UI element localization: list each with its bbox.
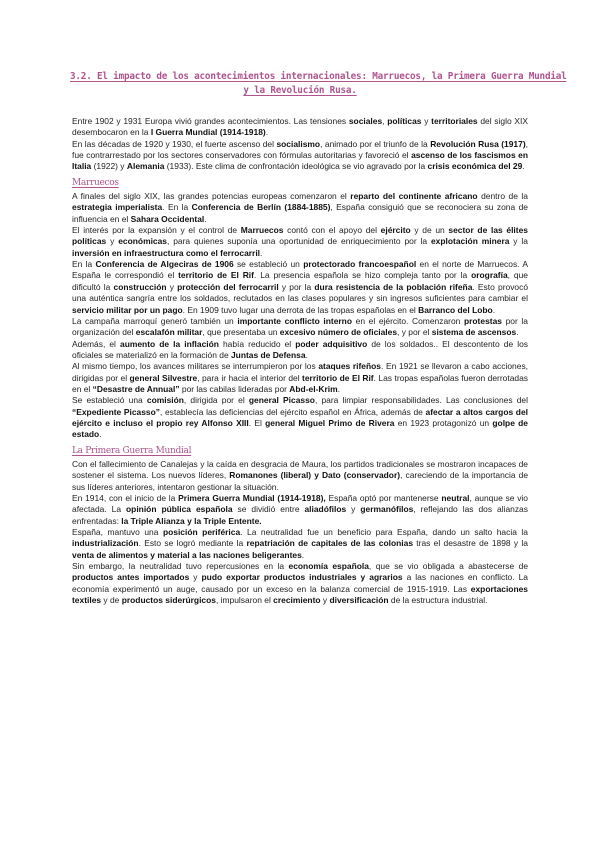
- bold-term: poder adquisitivo: [295, 338, 368, 349]
- bold-term: Conferencia de Algeciras de 1906: [95, 259, 234, 270]
- bold-term: productos siderúrgicos: [121, 595, 216, 606]
- bold-term: Alemania: [126, 161, 165, 172]
- bold-term: general Miguel Primo de Rivera: [265, 417, 395, 428]
- bold-term: golpe de estado: [72, 417, 528, 440]
- bold-term: territorio de El Rif: [302, 372, 374, 383]
- bold-term: I Guerra Mundial (1914-1918): [150, 127, 266, 138]
- bold-term: ataques rifeños: [318, 361, 381, 372]
- bold-term: sociales: [348, 116, 383, 126]
- guerra-paragraph: Sin embargo, la neutralidad tuvo repercusiones en la economía española, que se vio obligada a abastecerse de productos antes importados y pudo exportar productos industriales y agrarios a las naciones en conflicto. La economía experimentó un auge, causado por un exceso en la balanza comercial de 1915-1919. Las exportaciones textiles y de productos siderúrgicos, impulsaron el crecimiento y diversificación de la estructura industrial.: [72, 561, 529, 606]
- bold-term: exportaciones textiles: [72, 583, 528, 606]
- bold-term: Abd-el-Krim: [289, 383, 338, 394]
- bold-term: Barranco del Lobo: [418, 304, 493, 315]
- bold-term: orografía: [471, 270, 508, 281]
- document-body: [72, 116, 528, 606]
- bold-term: explotación minera: [430, 236, 510, 247]
- marruecos-paragraph: Al mismo tiempo, los avances militares se interrumpieron por los ataques rifeños. En 1921 se llevaron a cabo acciones, dirigidas por el general Silvestre, para ir hacia el interior del territorio de El Rif. Las tropas españolas fueron derrotadas en el “Desastre de Annual” por las cabilas lideradas por Abd-el-Krim.: [72, 361, 529, 394]
- bold-term: comisión: [146, 395, 184, 406]
- bold-term: industrialización: [72, 538, 139, 549]
- bold-term: construcción: [113, 281, 167, 292]
- bold-term: ejército: [380, 225, 411, 236]
- bold-term: la Triple Alianza y la Triple Entente.: [121, 515, 262, 526]
- bold-term: protectorado francoespañol: [303, 259, 417, 270]
- bold-term: escalafón militar: [135, 327, 203, 338]
- bold-term: Juntas de Defensa: [230, 349, 306, 360]
- bold-term: afectar a altos cargos del ejército e incluso el propio rey Alfonso XIII: [72, 406, 528, 428]
- bold-term: reparto del continente africano: [350, 191, 478, 202]
- title-line-1: 3.2. El impacto de los acontecimientos internacionales: Marruecos, la Primera Guerra Mundial: [70, 71, 567, 82]
- bold-term: germanófilos: [360, 504, 414, 515]
- bold-term: opinión pública española: [126, 504, 233, 515]
- bold-term: protestas: [463, 315, 502, 326]
- bold-term: “Desastre de Annual”: [92, 383, 180, 394]
- bold-term: ascenso de los fascismos en Italia: [72, 150, 528, 172]
- bold-term: repatriación de capitales de las colonias: [246, 538, 414, 549]
- bold-term: políticas: [387, 116, 422, 126]
- bold-term: “Expediente Picasso”: [72, 406, 160, 417]
- marruecos-paragraph: En la Conferencia de Algeciras de 1906 se estableció un protectorado francoespañol en el norte de Marruecos. A España le correspondió el territorio de El Rif. La presencia española se hizo compleja tanto por la orografía, que dificultó la construcción y protección del ferrocarril y por la dura resistencia de la población rifeña. Esto provocó una auténtica sangría entre los soldados, reclutados en las clases populares y sin ingresos suficientes para cambiar el servicio militar por un pago. En 1909 tuvo lugar una derrota de las tropas españolas en el Barranco del Lobo.: [72, 259, 529, 315]
- title-line-2: y la Revolución Rusa.: [243, 84, 357, 96]
- bold-term: territoriales: [431, 116, 478, 126]
- bold-term: económicas: [118, 236, 167, 247]
- bold-term: Sahara Occidental: [130, 213, 205, 224]
- bold-term: dura resistencia de la población rifeña: [314, 281, 473, 292]
- bold-term: territorio de El Rif: [178, 270, 254, 281]
- bold-term: Marruecos: [240, 225, 284, 236]
- marruecos-paragraph: La campaña marroquí generó también un importante conflicto interno en el ejército. Comenzaron protestas por la organización del escalafón militar, que presentaba un excesivo número de oficiales, y por el sistema de ascensos.: [72, 315, 528, 338]
- page-title: [70, 70, 567, 97]
- bold-term: neutral: [441, 493, 470, 503]
- marruecos-paragraph: El interés por la expansión y el control de Marruecos contó con el apoyo del ejército y de un sector de las élites políticas y económicas, para quienes suponía una oportunidad de enriquecimiento por la explotación minera y la inversión en infraestructura como el ferrocarril.: [72, 225, 528, 258]
- bold-term: Romanones (liberal) y Dato (conservador): [229, 470, 401, 481]
- bold-term: estrategia imperialista: [72, 202, 163, 213]
- bold-term: inversión en infraestructura como el ferrocarril: [72, 247, 261, 258]
- intro-paragraph-2: En las décadas de 1920 y 1930, el fuerte ascenso del socialismo, animado por el triunfo de la Revolución Rusa (1917), fue contrarrestado por los sectores conservadores con fórmulas autoritarias y favoreció el ascenso de los fascismos en Italia (1922) y Alemania (1933). Este clima de confrontación ideológica se vio agravado por la crisis económica del 29.: [72, 138, 528, 172]
- marruecos-paragraph: A finales del siglo XIX, las grandes potencias europeas comenzaron el reparto del continente africano dentro de la estrategia imperialista. En la Conferencia de Berlín (1884-1885), España consiguió que se reconociera su zona de influencia en el Sahara Occidental.: [72, 191, 528, 224]
- bold-term: economía española: [288, 561, 369, 572]
- section-heading-marruecos: Marruecos: [72, 177, 119, 188]
- guerra-paragraph: En 1914, con el inicio de la Primera Guerra Mundial (1914-1918), España optó por mantenerse neutral, aunque se vio afectada. La opinión pública española se dividió entre aliadófilos y germanófilos, reflejando las dos alianzas enfrentadas: la Triple Alianza y la Triple Entente.: [72, 493, 528, 526]
- bold-term: diversificación: [329, 595, 389, 606]
- bold-term: general Picasso: [248, 395, 315, 406]
- bold-term: sector de las élites políticas: [72, 225, 528, 247]
- guerra-paragraph: Con el fallecimiento de Canalejas y la caída en desgracia de Maura, los partidos tradicionales se mostraron incapaces de sostener el sistema. Los nuevos líderes, Romanones (liberal) y Dato (conservador), careciendo de la importancia de sus líderes anteriores, intentaron gestionar la situación.: [72, 458, 529, 492]
- bold-term: importante conflicto interno: [237, 315, 352, 326]
- bold-term: crisis económica del 29: [427, 161, 523, 172]
- bold-term: protección del ferrocarril: [177, 281, 279, 292]
- bold-term: socialismo: [276, 138, 321, 149]
- bold-term: general Silvestre: [129, 372, 198, 383]
- bold-term: Primera Guerra Mundial (1914-1918),: [178, 493, 326, 503]
- bold-term: posición periférica: [162, 527, 241, 538]
- guerra-paragraph: España, mantuvo una posición periférica. La neutralidad fue un beneficio para España, dando un salto hacia la industrialización. Esto se logró mediante la repatriación de capitales de las colonias tras el desastre de 1898 y la venta de alimentos y material a las naciones beligerantes.: [72, 527, 528, 560]
- bold-term: Revolución Rusa (1917): [430, 138, 526, 149]
- intro-paragraph-1: Entre 1902 y 1931 Europa vivió grandes acontecimientos. Las tensiones sociales, políticas y territoriales del siglo XIX desembocaron en la I Guerra Mundial (1914-1918).: [72, 116, 528, 138]
- bold-term: Conferencia de Berlín (1884-1885): [191, 202, 331, 213]
- bold-term: venta de alimentos y material a las naciones beligerantes: [72, 549, 302, 560]
- section-heading-guerra: La Primera Guerra Mundial: [72, 445, 192, 456]
- bold-term: aliadófilos: [304, 504, 347, 515]
- bold-term: servicio militar por un pago: [72, 304, 183, 315]
- marruecos-paragraph: Se estableció una comisión, dirigida por el general Picasso, para limpiar responsabilidades. Las conclusiones del “Expediente Picasso”, establecía las deficiencias del ejército español en África, además de afectar a altos cargos del ejército e incluso el propio rey Alfonso XIII. El general Miguel Primo de Rivera en 1923 protagonizó un golpe de estado.: [72, 395, 528, 440]
- marruecos-paragraph: Además, el aumento de la inflación había reducido el poder adquisitivo de los soldados.. El descontento de los oficiales se materializó en la formación de Juntas de Defensa.: [72, 338, 528, 360]
- bold-term: aumento de la inflación: [120, 338, 219, 349]
- bold-term: crecimiento: [273, 595, 321, 606]
- bold-term: excesivo número de oficiales: [279, 327, 398, 338]
- bold-term: pudo exportar productos industriales y agrarios: [201, 572, 403, 583]
- bold-term: productos antes importados: [72, 572, 190, 583]
- bold-term: sistema de ascensos: [431, 327, 517, 338]
